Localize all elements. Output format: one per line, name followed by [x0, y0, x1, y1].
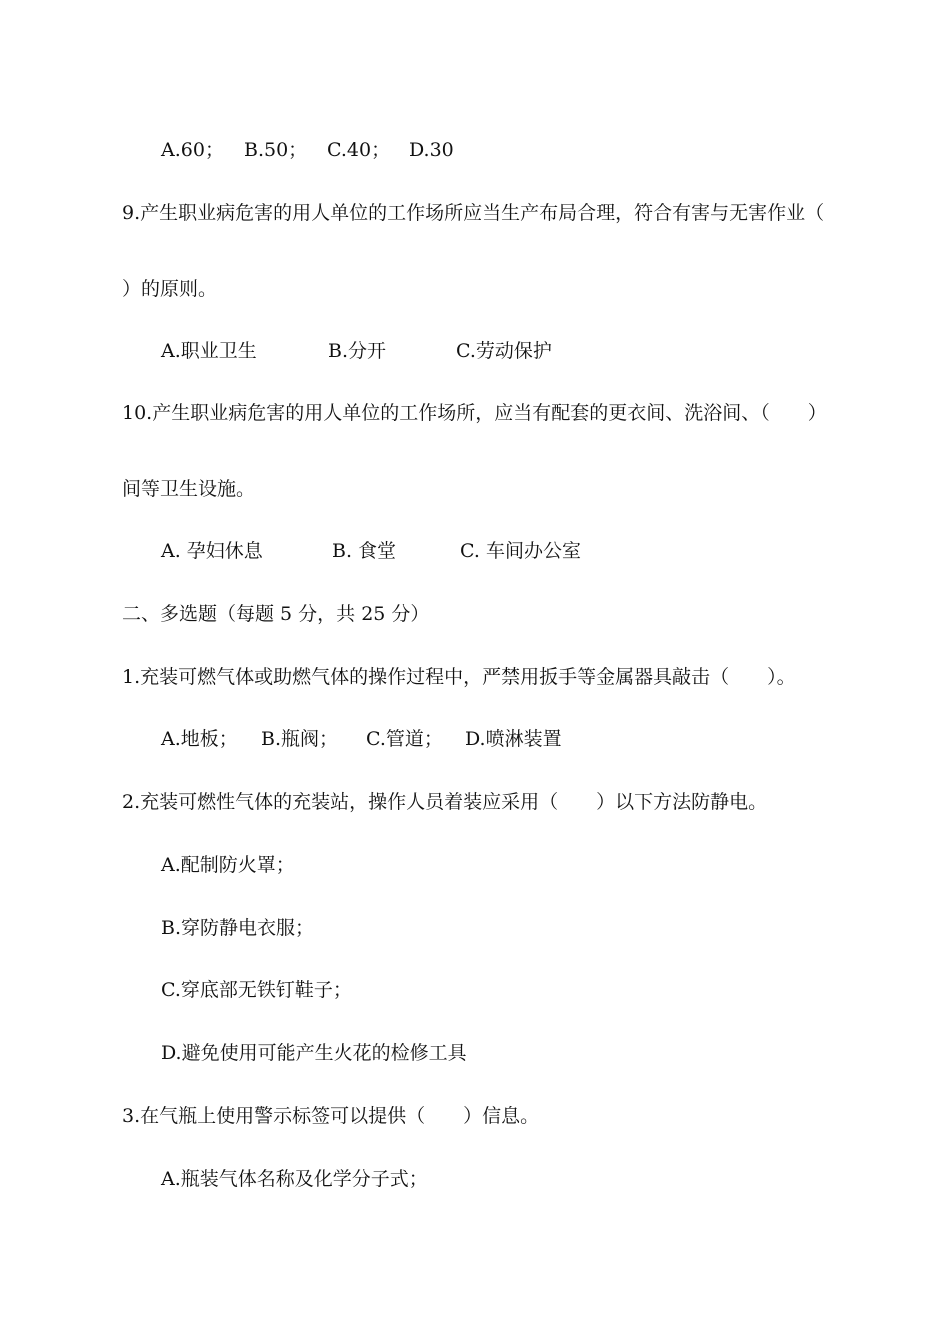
- q10-option-a: A. 孕妇休息: [161, 540, 263, 562]
- q9-option-a: A.职业卫生: [161, 340, 257, 362]
- mq2-option-b: B.穿防静电衣服；: [161, 917, 315, 939]
- mq2-option-a: A.配制防火罩；: [161, 854, 295, 876]
- section-heading: 二、多选题（每题 5 分，共 25 分）: [122, 603, 430, 625]
- mq3-text: 3.在气瓶上使用警示标签可以提供（ ）信息。: [122, 1105, 540, 1127]
- mq2-option-d: D.避免使用可能产生火花的检修工具: [161, 1042, 467, 1064]
- mq1-option-b: B.瓶阀；: [261, 728, 339, 750]
- q9-text-line2: ）的原则。: [122, 278, 218, 300]
- q10-option-c: C. 车间办公室: [460, 540, 581, 562]
- mq1-text: 1.充装可燃气体或助燃气体的操作过程中，严禁用扳手等金属器具敲击（ ）。: [122, 666, 796, 688]
- mq3-option-a: A.瓶装气体名称及化学分子式；: [161, 1168, 428, 1190]
- q9-text-line1: 9.产生职业病危害的用人单位的工作场所应当生产布局合理，符合有害与无害作业（: [122, 202, 825, 224]
- q8-option-b: B.50；: [244, 139, 308, 161]
- mq1-option-d: D.喷淋装置: [465, 728, 562, 750]
- mq1-option-a: A.地板；: [161, 728, 238, 750]
- q10-text-line1: 10.产生职业病危害的用人单位的工作场所，应当有配套的更衣间、洗浴间、（ ）: [122, 402, 827, 424]
- q10-option-b: B. 食堂: [332, 540, 397, 562]
- mq2-option-c: C.穿底部无铁钉鞋子；: [161, 979, 352, 1001]
- q8-option-a: A.60；: [161, 139, 224, 161]
- q8-option-c: C.40；: [327, 139, 391, 161]
- mq2-text: 2.充装可燃性气体的充装站，操作人员着装应采用（ ）以下方法防静电。: [122, 791, 768, 813]
- mq1-option-c: C.管道；: [366, 728, 443, 750]
- q9-option-b: B.分开: [328, 340, 387, 362]
- q9-option-c: C.劳动保护: [456, 340, 552, 362]
- q8-option-d: D.30: [409, 139, 454, 161]
- q10-text-line2: 间等卫生设施。: [122, 478, 256, 500]
